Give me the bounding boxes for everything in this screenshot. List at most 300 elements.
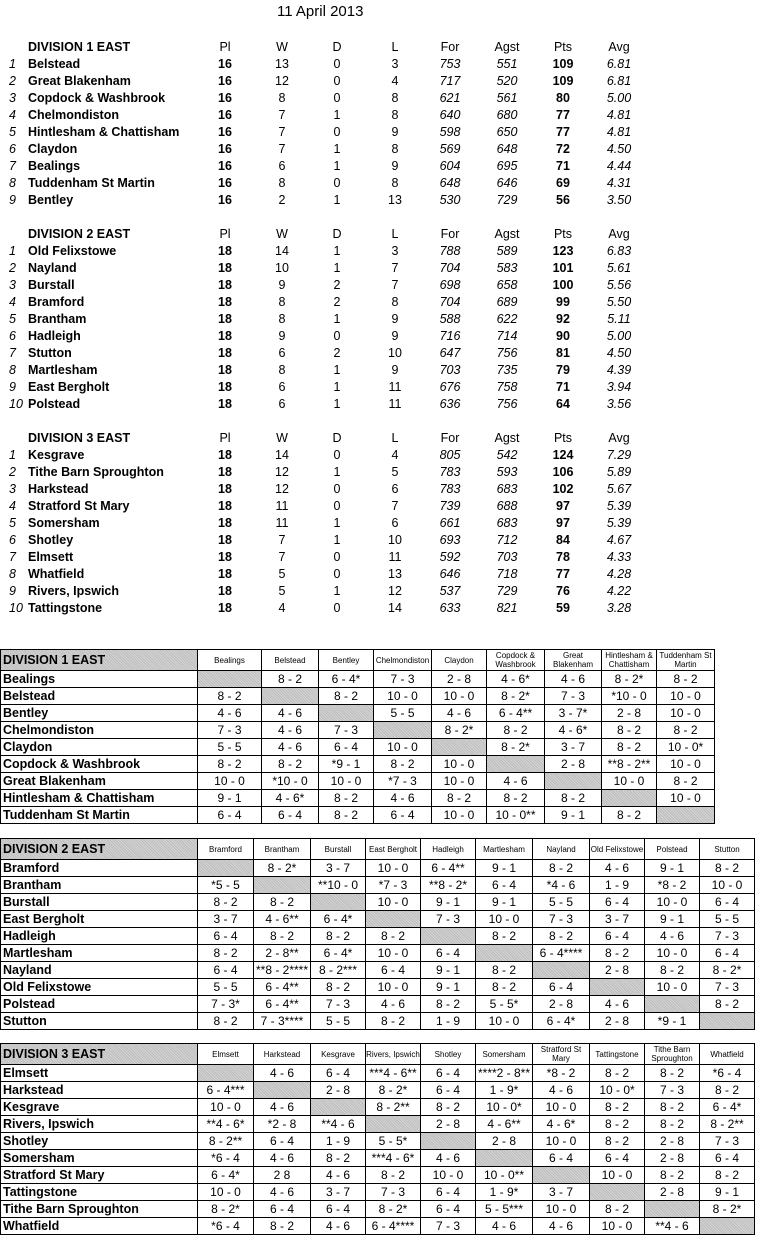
standings-avg: 4.22 [606, 584, 632, 598]
grid-result-cell: 6 - 4 [700, 894, 755, 911]
grid-column-header: East Bergholt [366, 839, 421, 860]
grid-result-cell: 4 - 6 [487, 773, 545, 790]
grid-result-cell: 9 - 1 [198, 790, 262, 807]
column-header-avg: Avg [608, 40, 630, 54]
standings-row [0, 175, 660, 192]
standings-rank: 9 [9, 193, 16, 207]
grid-result-cell: 4 - 6 [262, 705, 319, 722]
standings-w: 14 [275, 448, 289, 462]
grid-result-cell: 8 - 2 [657, 671, 715, 688]
standings-row [0, 107, 660, 124]
grid-result-cell: 10 - 0 [476, 911, 533, 928]
standings-l: 3 [391, 57, 399, 71]
grid-result-cell: 4 - 6 [262, 739, 319, 756]
standings-l: 8 [391, 295, 399, 309]
grid-self-cell [311, 894, 366, 911]
grid-team-name: Tuddenham St Martin [1, 807, 198, 824]
standings-row [0, 396, 660, 413]
grid-result-cell: 8 - 2 [487, 790, 545, 807]
grid-result-cell: 6 - 4 [198, 807, 262, 824]
standings-d: 1 [333, 397, 341, 411]
standings-team: Claydon [28, 142, 78, 156]
grid-result-cell: 10 - 0 [590, 1218, 645, 1235]
standings-pl: 18 [218, 465, 232, 479]
standings-team: Stutton [28, 346, 72, 360]
standings-pts: 56 [556, 193, 570, 207]
grid-result-cell: 7 - 3 [645, 1082, 700, 1099]
standings-d: 1 [333, 363, 341, 377]
grid-result-cell: *5 - 5 [198, 877, 254, 894]
standings-agst: 658 [496, 278, 518, 292]
grid-row [1, 1201, 755, 1218]
standings-l: 6 [391, 482, 399, 496]
standings-pl: 16 [218, 176, 232, 190]
standings-agst: 683 [496, 482, 518, 496]
standings-d: 2 [333, 278, 341, 292]
grid-result-cell: 8 - 2 [432, 790, 487, 807]
grid-column-header: Tattingstone [590, 1044, 645, 1065]
grid-result-cell: 8 - 2 [366, 928, 421, 945]
standings-agst: 542 [496, 448, 518, 462]
grid-column-header: Rivers, Ipswich [366, 1044, 421, 1065]
standings-rank: 7 [9, 346, 16, 360]
standings-l: 13 [388, 567, 402, 581]
grid-column-header: Copdock & Washbrook [487, 650, 545, 671]
grid-row [1, 860, 755, 877]
grid-result-cell: 8 - 2 [590, 1116, 645, 1133]
grid-result-cell: 10 - 0** [476, 1167, 533, 1184]
grid-result-cell: 8 - 2* [366, 1082, 421, 1099]
standings-for: 592 [439, 550, 461, 564]
grid-result-cell: **8 - 2** [602, 756, 657, 773]
standings-row [0, 90, 660, 107]
standings-rank: 6 [9, 329, 16, 343]
standings-for: 598 [439, 125, 461, 139]
grid-self-cell [645, 1201, 700, 1218]
grid-result-cell: 2 - 8 [590, 1013, 645, 1030]
standings-pl: 18 [218, 363, 232, 377]
standings-avg: 3.94 [606, 380, 632, 394]
grid-result-cell: 7 - 3 [545, 688, 602, 705]
standings-team: Hadleigh [28, 329, 81, 343]
grid-result-cell: 2 - 8 [432, 671, 487, 688]
grid-result-cell: 8 - 2 [262, 671, 319, 688]
grid-column-header: Chelmondiston [374, 650, 432, 671]
standings-pts: 106 [552, 465, 574, 479]
grid-result-cell: 8 - 2* [198, 1201, 254, 1218]
grid-result-cell: 8 - 2 [590, 1133, 645, 1150]
standings-l: 8 [391, 142, 399, 156]
grid-team-name: Martlesham [1, 945, 198, 962]
grid-result-cell: 2 - 8 [645, 1184, 700, 1201]
standings-team: Tithe Barn Sproughton [28, 465, 164, 479]
standings-d: 1 [333, 142, 341, 156]
grid-result-cell: 10 - 0 [374, 739, 432, 756]
standings-agst: 589 [496, 244, 518, 258]
grid-result-cell: 7 - 3 [311, 996, 366, 1013]
grid-self-cell [657, 807, 715, 824]
grid-result-cell: 2 8 [254, 1167, 311, 1184]
standings-team: Brantham [28, 312, 87, 326]
grid-result-cell: 8 - 2 [198, 894, 254, 911]
grid-result-cell: 8 - 2* [487, 739, 545, 756]
standings-d: 0 [333, 74, 341, 88]
standings-for: 537 [439, 584, 461, 598]
standings-for: 647 [439, 346, 461, 360]
standings-avg: 7.29 [606, 448, 632, 462]
grid-result-cell: 8 - 2* [700, 962, 755, 979]
standings-rank: 8 [9, 176, 16, 190]
standings-d: 1 [333, 159, 341, 173]
grid-result-cell: 8 - 2 [421, 1099, 476, 1116]
grid-result-cell: 6 - 4 [254, 1133, 311, 1150]
standings-w: 12 [275, 465, 289, 479]
grid-result-cell: 3 - 7 [198, 911, 254, 928]
grid-column-header: Nayland [533, 839, 590, 860]
grid-result-cell: 8 - 2 [700, 1167, 755, 1184]
standings-team: Copdock & Washbrook [28, 91, 166, 105]
grid-result-cell: 8 - 2 [657, 722, 715, 739]
grid-column-header: Old Felixstowe [590, 839, 645, 860]
grid-result-cell: 8 - 2 [319, 807, 374, 824]
grid-result-cell: 9 - 1 [545, 807, 602, 824]
standings-for: 704 [439, 261, 461, 275]
grid-result-cell: 9 - 1 [645, 911, 700, 928]
standings-team: Chelmondiston [28, 108, 119, 122]
grid-row [1, 1065, 755, 1082]
standings-row [0, 294, 660, 311]
grid-result-cell: 10 - 0 [657, 688, 715, 705]
grid-row [1, 773, 715, 790]
grid-column-header: Claydon [432, 650, 487, 671]
column-header-l: L [391, 40, 399, 54]
standings-d: 0 [333, 448, 341, 462]
standings-team: Tattingstone [28, 601, 103, 615]
standings-rank: 4 [9, 499, 16, 513]
grid-result-cell: 8 - 2** [700, 1116, 755, 1133]
grid-result-cell: 4 - 6 [432, 705, 487, 722]
grid-self-cell [590, 1184, 645, 1201]
grid-result-cell: 2 - 8** [254, 945, 311, 962]
grid-result-cell: *10 - 0 [602, 688, 657, 705]
standings-agst: 683 [496, 516, 518, 530]
grid-self-cell [421, 928, 476, 945]
grid-result-cell: 4 - 6 [254, 1184, 311, 1201]
standings-pts: 100 [552, 278, 574, 292]
standings-w: 11 [275, 516, 289, 530]
standings-d: 0 [333, 567, 341, 581]
grid-result-cell: 9 - 1 [421, 962, 476, 979]
grid-result-cell: 10 - 0 [645, 945, 700, 962]
standings-l: 12 [388, 584, 402, 598]
grid-column-header: Great Blakenham [545, 650, 602, 671]
standings-rank: 1 [9, 448, 16, 462]
standings-for: 604 [439, 159, 461, 173]
grid-result-cell: 10 - 0 [366, 894, 421, 911]
standings-agst: 583 [496, 261, 518, 275]
grid-result-cell: 8 - 2 [421, 996, 476, 1013]
grid-result-cell: 8 - 2* [254, 860, 311, 877]
standings-agst: 688 [496, 499, 518, 513]
grid-self-cell [254, 1082, 311, 1099]
standings-d: 0 [333, 550, 341, 564]
standings-row [0, 549, 660, 566]
standings-w: 12 [275, 482, 289, 496]
grid-result-cell: 8 - 2 [645, 1099, 700, 1116]
standings-for: 636 [439, 397, 461, 411]
grid-result-cell: 10 - 0 [319, 773, 374, 790]
standings-pts: 109 [552, 74, 574, 88]
grid-column-header: Brantham [254, 839, 311, 860]
standings-pl: 18 [218, 567, 232, 581]
standings-rank: 5 [9, 516, 16, 530]
grid-result-cell: 2 - 8 [645, 1133, 700, 1150]
standings-team: Stratford St Mary [28, 499, 130, 513]
standings-row [0, 515, 660, 532]
grid-division-title: DIVISION 2 EAST [1, 839, 198, 860]
standings-l: 9 [391, 159, 399, 173]
standings-pl: 18 [218, 346, 232, 360]
column-header-pts: Pts [553, 227, 573, 241]
standings-d: 0 [333, 601, 341, 615]
standings-d: 0 [333, 125, 341, 139]
grid-self-cell [262, 688, 319, 705]
standings-avg: 5.39 [606, 516, 632, 530]
grid-result-cell: 6 - 4 [198, 962, 254, 979]
standings-l: 11 [388, 550, 402, 564]
standings-for: 788 [439, 244, 461, 258]
grid-column-header: Polstead [645, 839, 700, 860]
grid-result-cell: 10 - 0 [198, 773, 262, 790]
standings-rank: 2 [9, 74, 16, 88]
grid-result-cell: 4 - 6 [254, 1099, 311, 1116]
grid-team-name: Copdock & Washbrook [1, 756, 198, 773]
grid-result-cell: **8 - 2**** [254, 962, 311, 979]
standings-pts: 90 [556, 329, 570, 343]
standings-for: 640 [439, 108, 461, 122]
grid-column-header: Tuddenham St Martin [657, 650, 715, 671]
grid-result-cell: 6 - 4* [319, 671, 374, 688]
standings-pts: 59 [556, 601, 570, 615]
standings-rank: 10 [9, 397, 23, 411]
grid-column-header: Hadleigh [421, 839, 476, 860]
standings-w: 7 [278, 533, 286, 547]
grid-team-name: Claydon [1, 739, 198, 756]
grid-result-cell: 8 - 2 [366, 1013, 421, 1030]
grid-result-cell: 7 - 3 [319, 722, 374, 739]
grid-result-cell: *6 - 4 [700, 1065, 755, 1082]
standings-w: 7 [278, 550, 286, 564]
standings-l: 9 [391, 125, 399, 139]
grid-result-cell: 4 - 6* [262, 790, 319, 807]
grid-result-cell: 3 - 7 [311, 1184, 366, 1201]
division-title: DIVISION 3 EAST [28, 431, 131, 445]
grid-result-cell: 2 - 8 [645, 1150, 700, 1167]
grid-result-cell: 8 - 2** [366, 1099, 421, 1116]
grid-result-cell: 8 - 2** [198, 1133, 254, 1150]
standings-row [0, 56, 660, 73]
grid-team-name: Whatfield [1, 1218, 198, 1235]
standings-rank: 2 [9, 261, 16, 275]
grid-result-cell: 3 - 7 [590, 911, 645, 928]
grid-result-cell: 8 - 2 [700, 860, 755, 877]
grid-row [1, 894, 755, 911]
grid-result-cell: 6 - 4 [262, 807, 319, 824]
column-header-pl: Pl [219, 227, 231, 241]
standings-pl: 16 [218, 91, 232, 105]
grid-result-cell: 8 - 2 [645, 1065, 700, 1082]
standings-pts: 99 [556, 295, 570, 309]
standings-avg: 5.89 [606, 465, 632, 479]
grid-result-cell: 7 - 3 [421, 1218, 476, 1235]
grid-result-cell: **8 - 2* [421, 877, 476, 894]
grid-result-cell: 3 - 7 [533, 1184, 590, 1201]
standings-team: Bealings [28, 159, 81, 173]
league-header-row [0, 226, 660, 243]
grid-column-header: Somersham [476, 1044, 533, 1065]
column-header-pl: Pl [219, 431, 231, 445]
grid-result-cell: 9 - 1 [421, 894, 476, 911]
standings-w: 13 [275, 57, 289, 71]
standings-w: 6 [278, 159, 286, 173]
standings-w: 5 [278, 584, 286, 598]
grid-result-cell: 8 - 2 [590, 1065, 645, 1082]
standings-team: Elmsett [28, 550, 74, 564]
grid-team-name: Old Felixstowe [1, 979, 198, 996]
grid-result-cell: 10 - 0 [198, 1184, 254, 1201]
standings-agst: 729 [496, 584, 518, 598]
standings-l: 14 [388, 601, 402, 615]
standings-l: 7 [391, 261, 399, 275]
standings-l: 7 [391, 278, 399, 292]
grid-result-cell: 7 - 3 [700, 928, 755, 945]
standings-pts: 102 [552, 482, 574, 496]
standings-avg: 4.39 [606, 363, 632, 377]
standings-agst: 695 [496, 159, 518, 173]
grid-result-cell: 2 - 8 [476, 1133, 533, 1150]
grid-result-cell: 6 - 4 [590, 894, 645, 911]
standings-pts: 77 [556, 108, 570, 122]
grid-result-cell: 8 - 2 [545, 790, 602, 807]
standings-avg: 3.28 [606, 601, 632, 615]
standings-l: 13 [388, 193, 402, 207]
standings-avg: 6.81 [606, 74, 632, 88]
grid-result-cell: 10 - 0 [602, 773, 657, 790]
league-header-row [0, 430, 660, 447]
grid-result-cell: 6 - 4 [374, 807, 432, 824]
standings-for: 717 [439, 74, 461, 88]
standings-pts: 79 [556, 363, 570, 377]
standings-pts: 123 [552, 244, 574, 258]
report-date: 11 April 2013 [277, 3, 364, 20]
grid-result-cell: 7 - 3 [198, 722, 262, 739]
grid-result-cell: 9 - 1 [421, 979, 476, 996]
grid-result-cell: 6 - 4 [254, 1201, 311, 1218]
grid-result-cell: 10 - 0 [432, 688, 487, 705]
standings-l: 4 [391, 74, 399, 88]
grid-result-cell: 9 - 1 [700, 1184, 755, 1201]
standings-pts: 101 [552, 261, 574, 275]
standings-w: 10 [275, 261, 289, 275]
standings-rank: 7 [9, 550, 16, 564]
column-header-d: D [332, 227, 342, 241]
grid-result-cell: 2 - 8 [533, 996, 590, 1013]
grid-result-cell: 4 - 6 [366, 996, 421, 1013]
grid-result-cell: 5 - 5 [700, 911, 755, 928]
grid-result-cell: 8 - 2 [645, 962, 700, 979]
grid-result-cell: 6 - 4**** [533, 945, 590, 962]
grid-result-cell: 6 - 4 [421, 1082, 476, 1099]
standings-row [0, 141, 660, 158]
division-title: DIVISION 2 EAST [28, 227, 131, 241]
grid-result-cell: 8 - 2 [602, 807, 657, 824]
standings-d: 1 [333, 584, 341, 598]
column-header-pts: Pts [553, 40, 573, 54]
standings-row [0, 481, 660, 498]
grid-result-cell: 8 - 2 [487, 722, 545, 739]
standings-d: 1 [333, 108, 341, 122]
grid-result-cell: 5 - 5* [476, 996, 533, 1013]
grid-column-header: Hintlesham & Chattisham [602, 650, 657, 671]
standings-agst: 622 [496, 312, 518, 326]
standings-pl: 18 [218, 516, 232, 530]
standings-team: Belstead [28, 57, 81, 71]
column-header-agst: Agst [494, 227, 520, 241]
grid-row [1, 688, 715, 705]
grid-result-cell: ****2 - 8** [476, 1065, 533, 1082]
standings-team: Somersham [28, 516, 100, 530]
standings-d: 0 [333, 91, 341, 105]
grid-row [1, 739, 715, 756]
grid-result-cell: 2 - 8 [545, 756, 602, 773]
standings-row [0, 158, 660, 175]
grid-result-cell: 8 - 2 [254, 1218, 311, 1235]
standings-d: 1 [333, 244, 341, 258]
grid-result-cell: 4 - 6* [487, 671, 545, 688]
grid-result-cell: 6 - 4 [590, 1150, 645, 1167]
grid-self-cell [319, 705, 374, 722]
standings-for: 805 [439, 448, 461, 462]
standings-l: 10 [388, 533, 402, 547]
grid-result-cell: ***4 - 6* [366, 1150, 421, 1167]
grid-column-header: Stutton [700, 839, 755, 860]
grid-row [1, 945, 755, 962]
grid-self-cell [366, 911, 421, 928]
standings-row [0, 192, 660, 209]
grid-row [1, 877, 755, 894]
standings-l: 6 [391, 516, 399, 530]
grid-result-cell: 5 - 5 [311, 1013, 366, 1030]
standings-rank: 10 [9, 601, 23, 615]
grid-self-cell [476, 1150, 533, 1167]
standings-agst: 551 [496, 57, 518, 71]
standings-pts: 71 [556, 159, 570, 173]
standings-l: 10 [388, 346, 402, 360]
standings-rank: 7 [9, 159, 16, 173]
standings-pts: 71 [556, 380, 570, 394]
standings-d: 2 [333, 346, 341, 360]
grid-row [1, 756, 715, 773]
grid-result-cell: 8 - 2 [319, 688, 374, 705]
grid-result-cell: 1 - 9 [421, 1013, 476, 1030]
grid-row [1, 1150, 755, 1167]
standings-for: 676 [439, 380, 461, 394]
standings-pl: 18 [218, 244, 232, 258]
grid-result-cell: 10 - 0 [700, 877, 755, 894]
standings-avg: 6.83 [606, 244, 632, 258]
grid-team-name: Tithe Barn Sproughton [1, 1201, 198, 1218]
grid-result-cell: 8 - 2 [198, 756, 262, 773]
